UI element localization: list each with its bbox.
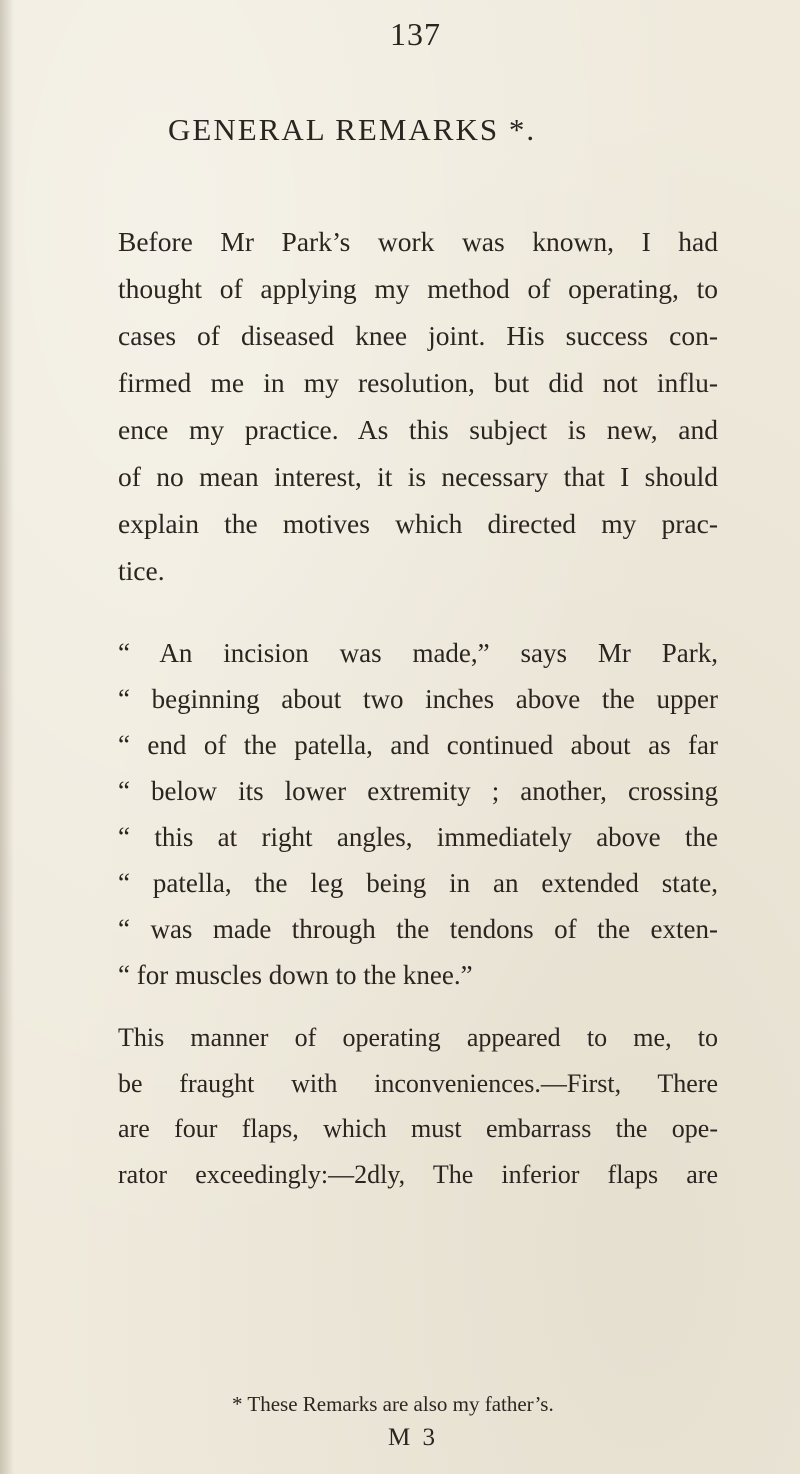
text-line: Before Mr Park’s work was known, I had — [118, 226, 718, 257]
text-line: ence my practice. As this subject is new, and — [118, 414, 718, 445]
text-line: cases of diseased knee joint. His success con- — [118, 320, 718, 351]
text-line: thought of applying my method of operating, to — [118, 273, 718, 304]
page-number: 137 — [390, 16, 441, 52]
quote-line: “ end of the patella, and continued about as far — [118, 730, 718, 760]
quote-line: “ was made through the tendons of the exten- — [118, 914, 718, 944]
paragraph-intro — [118, 218, 718, 594]
quote-line: “ this at right angles, immediately above the — [118, 822, 718, 852]
text-line: explain the motives which directed my prac- — [118, 508, 718, 539]
page-gutter-shadow — [0, 0, 14, 1474]
quote-line: “ for muscles down to the knee.” — [118, 960, 473, 990]
section-heading: GENERAL REMARKS *. — [168, 112, 537, 147]
text-line: tice. — [118, 555, 165, 586]
quote-line: “ patella, the leg being in an extended state, — [118, 868, 718, 898]
text-line: be fraught with inconveniences.—First, There — [118, 1068, 718, 1098]
quote-line: “ below its lower extremity ; another, crossing — [118, 776, 718, 806]
text-line: rator exceedingly:—2dly, The inferior flaps are — [118, 1159, 718, 1189]
text-line: of no mean interest, it is necessary that I should — [118, 461, 718, 492]
quote-line: “ An incision was made,” says Mr Park, — [118, 638, 718, 668]
text-line: are four flaps, which must embarrass the ope- — [118, 1114, 718, 1143]
text-line: This manner of operating appeared to me, to — [118, 1023, 718, 1052]
signature-mark: M 3 — [388, 1424, 438, 1451]
paragraph-critique — [118, 1015, 718, 1197]
footnote: * These Remarks are also my father’s. — [232, 1392, 554, 1416]
quoted-passage — [118, 630, 718, 998]
text-line: firmed me in my resolution, but did not influ- — [118, 367, 718, 398]
quote-line: “ beginning about two inches above the upper — [118, 684, 718, 714]
